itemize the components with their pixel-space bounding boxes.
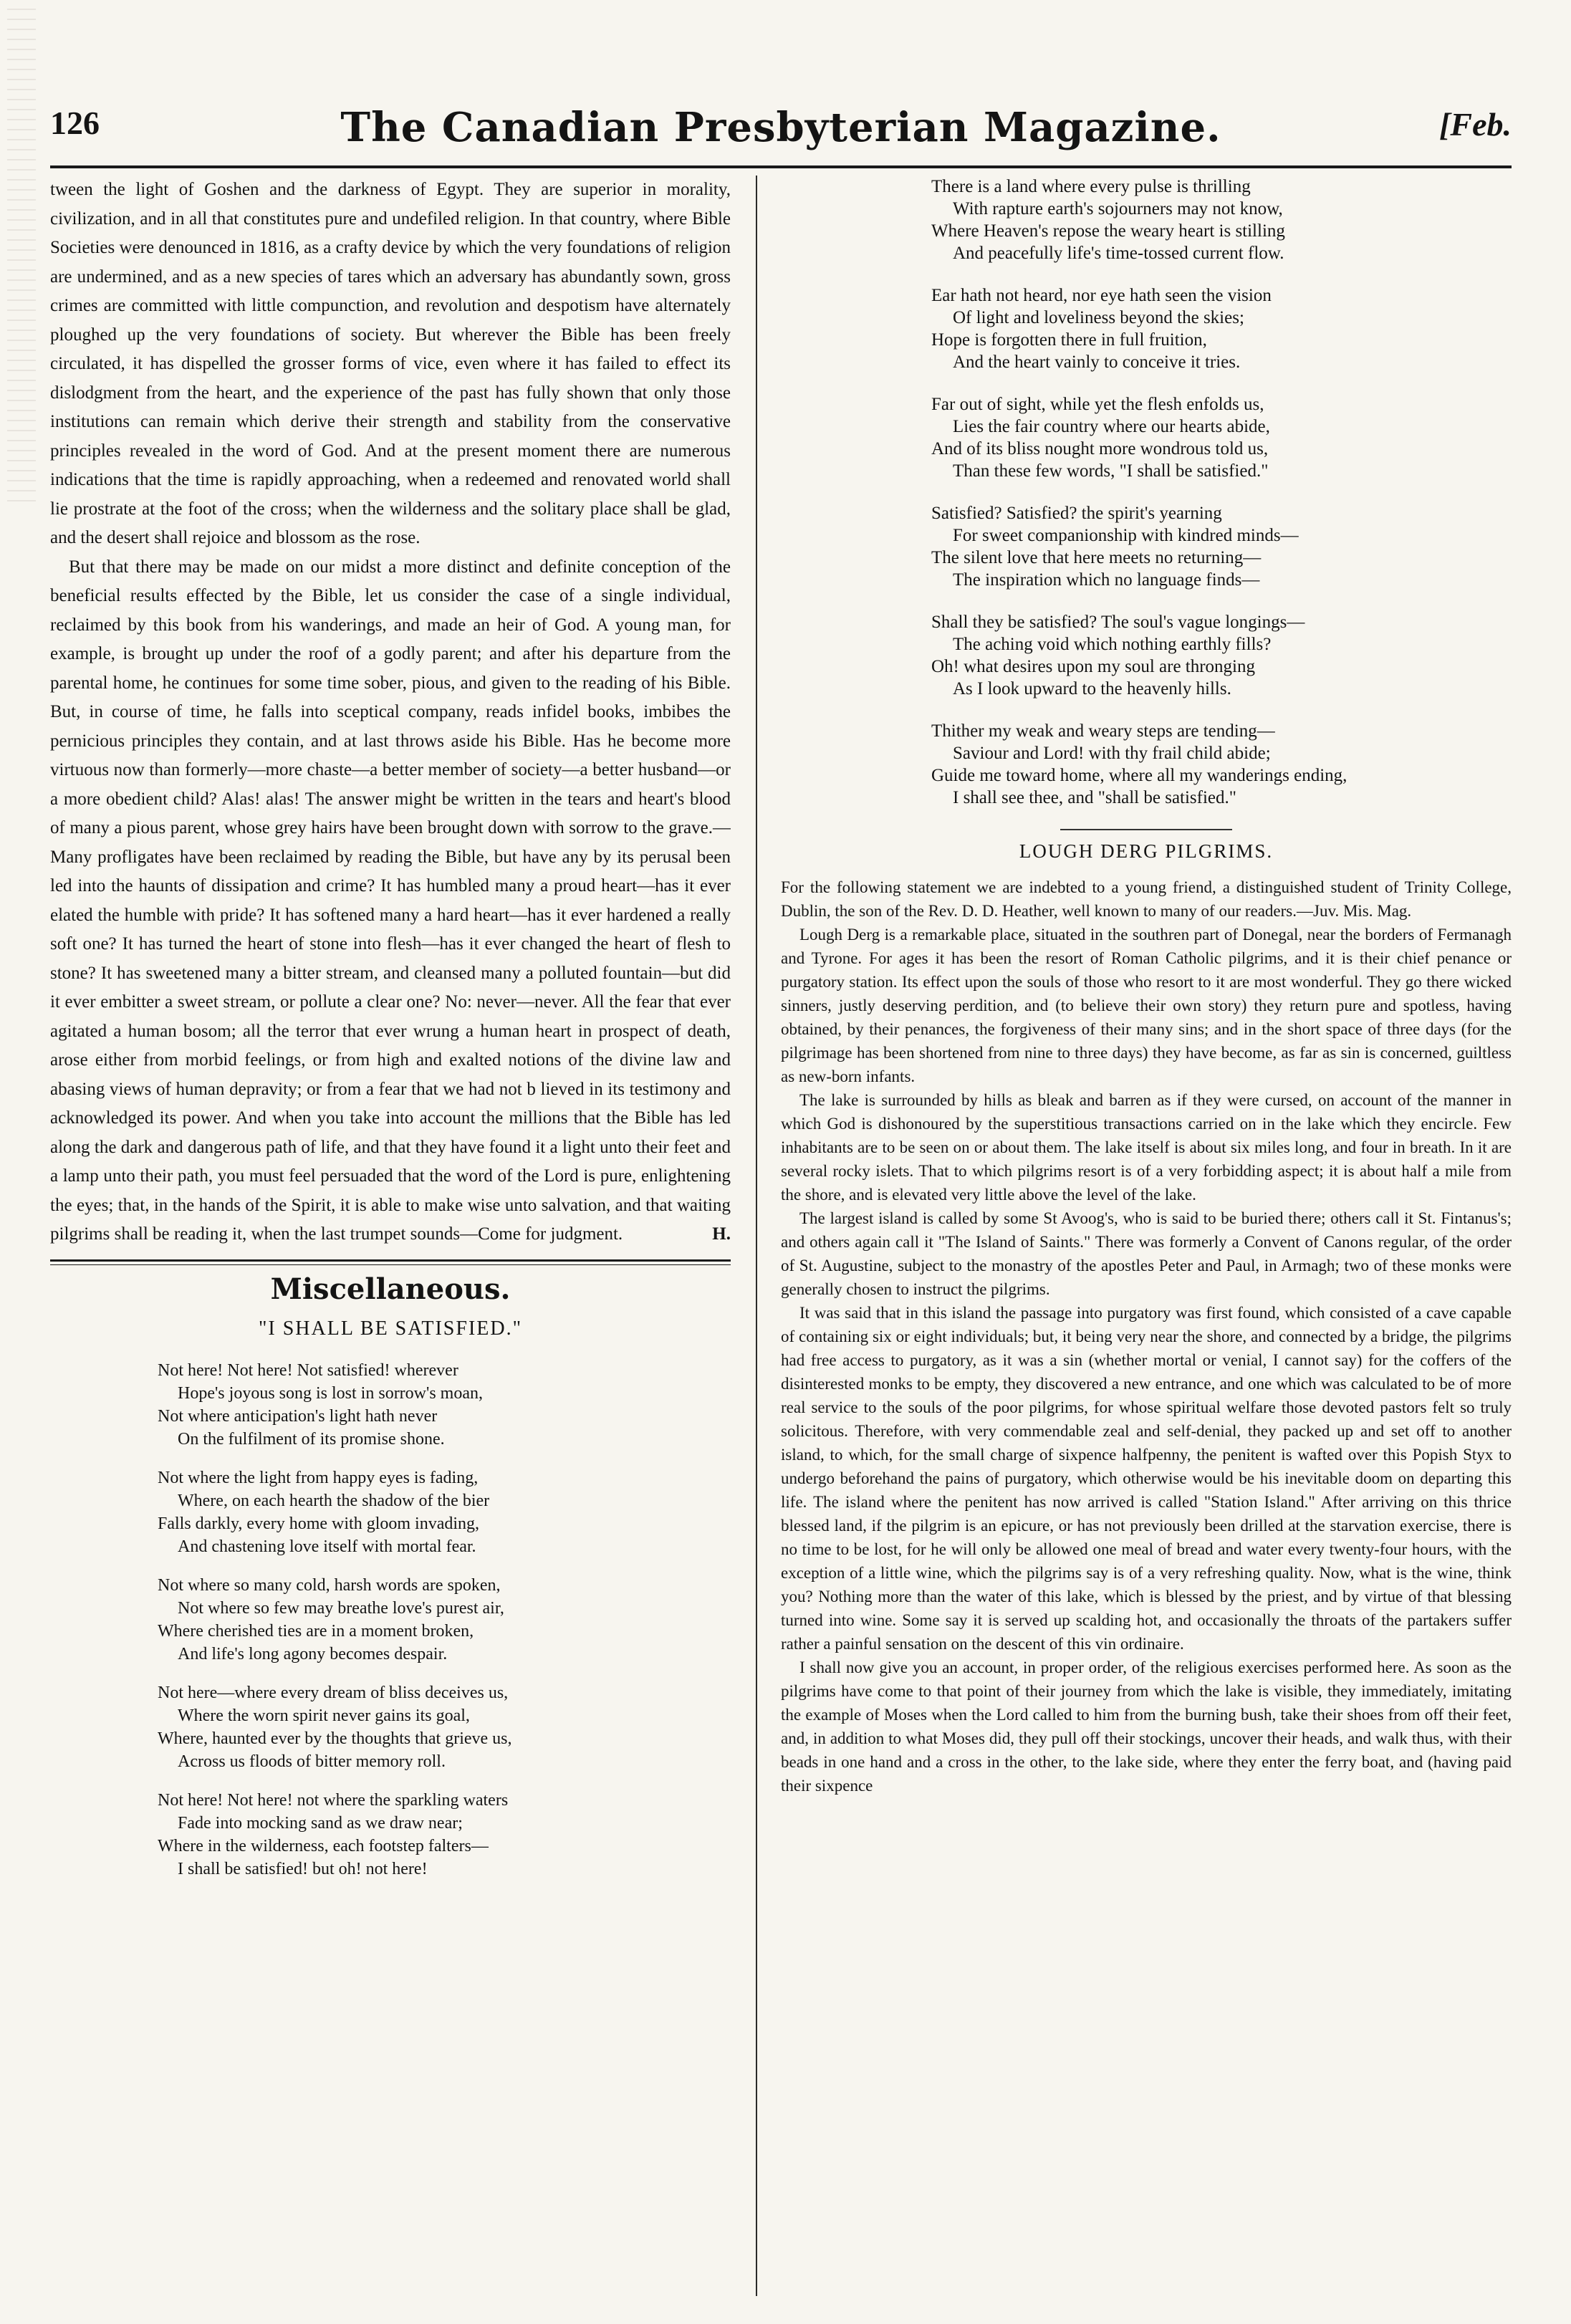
poem-line: Not where so many cold, harsh words are spoken, [158, 1575, 501, 1595]
poem-stanza [931, 393, 1512, 482]
poem-line: Fade into mocking sand as we draw near; [178, 1813, 463, 1833]
poem-line: And peacefully life's time-tossed current flow. [953, 244, 1284, 263]
article-paragraph [50, 553, 731, 1249]
article-paragraph: tween the light of Goshen and the darkness of Egypt. They are superior in morality, civilization, and in all that constitutes pure and undefiled religion. In that country, where Bible Societies were denounced in 1816, as a crafty device by which the very foundations of religion are undermined, and as a new species of tares which an adversary has abundantly sown, gross crimes are committed with little compunction, and revolution and despotism have alternately ploughed up the very foundations of society. But wherever the Bible has been freely circulated, it has dispelled the grosser forms of vice, even where it has failed to effect its dislodgment from the heart, and the experience of the past has fully shown that only those institutions can remain which derive their strength and stability from the conservative principles revealed in the word of God. And at the present moment there are numerous indications that the time is rapidly approaching, when a redeemed and renovated world shall lie prostrate at the foot of the cross; when the wilderness and the solitary place shall be glad, and the desert shall rejoice and blossom as the rose. [50, 180, 731, 547]
poem-line: And the heart vainly to conceive it tries. [953, 352, 1241, 372]
poem-line: Far out of sight, while yet the flesh enfolds us, [931, 395, 1264, 414]
poem-line: And life's long agony becomes despair. [178, 1644, 448, 1663]
poem-line: Ear hath not heard, nor eye hath seen the vision [931, 286, 1272, 305]
poem-stanza [158, 1789, 731, 1881]
poem-line: With rapture earth's sojourners may not know, [953, 199, 1283, 219]
poem-line: Thither my weak and weary steps are tending— [931, 721, 1275, 741]
poem-stanza [158, 1466, 731, 1558]
poem-line: Not where the light from happy eyes is fading, [158, 1468, 479, 1487]
poem-line: Satisfied? Satisfied? the spirit's yearning [931, 504, 1222, 523]
poem-line: Of light and loveliness beyond the skies; [953, 308, 1244, 327]
article-paragraph: The lake is surrounded by hills as bleak and barren as if they were cursed, on account of the manner in which God is dishonoured by the superstitious transactions carried on in the lake which they encircle. Few inhabitants are to be seen on or about them. The lake itself is about six miles long, and four in breath. In it are several rocky islets. That to which pilgrims resort is of a very forbidding aspect; it is about half a mile from the shore, and is elevated very little above the level of the lake. [781, 1091, 1512, 1204]
poem-line: Where Heaven's repose the weary heart is stilling [931, 221, 1285, 241]
poem-line: Shall they be satisfied? The soul's vague longings— [931, 613, 1305, 632]
poem-line: I shall be satisfied! but oh! not here! [178, 1859, 428, 1878]
title-rule [1060, 829, 1232, 830]
poem-line: There is a land where every pulse is thrilling [931, 177, 1251, 196]
poem-line: Oh! what desires upon my soul are thronging [931, 657, 1256, 676]
page-header [50, 104, 1512, 161]
poem-line: Where the worn spirit never gains its goal, [178, 1706, 470, 1725]
page-number: 126 [50, 105, 100, 141]
column-divider [756, 176, 757, 2296]
poem-line: Saviour and Lord! with thy frail child abide; [953, 744, 1271, 763]
poem-line: Not where anticipation's light hath never [158, 1406, 438, 1426]
article-paragraph: For the following statement we are indebted to a young friend, a distinguished student of Trinity College, Dublin, the son of the Rev. D. D. Heather, well known to many of our readers.—Juv. Mis. Mag. [781, 878, 1512, 920]
poem-stanza [158, 1681, 731, 1773]
poem-stanza [931, 284, 1512, 373]
right-column [781, 176, 1512, 2296]
article-paragraph: Lough Derg is a remarkable place, situated in the southren part of Donegal, near the borders of Fermanagh and Tyrone. For ages it has been the resort of Roman Catholic pilgrims, and it is their chief penance or purgatory station. Its effect upon the souls of those who resort to it are most wonderful. They go there wicked sinners, justly deserving perdition, and (to believe their own story) they return pure and spotless, having obtained, by their penances, the forgiveness of their many sins; and in the short space of three days (for the pilgrimage has been shortened from nine to three days) they have become, as far as sin is concerned, guiltless as new-born infants. [781, 926, 1512, 1085]
poem-line: Not here! Not here! Not satisfied! wherever [158, 1360, 458, 1380]
author-signature: H. [712, 1224, 731, 1244]
poem-stanza [158, 1359, 731, 1451]
poem-line: Not here! Not here! not where the sparkling waters [158, 1790, 509, 1810]
poem-line: Not where so few may breathe love's purest air, [178, 1598, 504, 1618]
poem-title: "I SHALL BE SATISFIED." [258, 1317, 523, 1340]
poem-stanza [931, 502, 1512, 591]
poem-line: Hope is forgotten there in full fruition, [931, 330, 1207, 350]
poem-stanza [158, 1574, 731, 1666]
poem-line: On the fulfilment of its promise shone. [178, 1429, 445, 1449]
issue-month: [Feb. [1439, 106, 1512, 143]
magazine-title: The Canadian Presbyterian Magazine. [340, 104, 1221, 151]
poem-stanza [931, 176, 1512, 264]
article-paragraph-text: But that there may be made on our midst a more distinct and definite conception of the beneficial results effected by the Bible, let us consider the case of a single individual, reclaimed by this book from his wanderings, and made an heir of God. A young man, for example, is brought up under the roof of a godly parent; and after his departure from the parental home, he continues for some time sober, pious, and given to the reading of his Bible. But, in course of time, he falls into sceptical company, reads infidel books, imbibes the pernicious principles they contain, and at last throws aside his Bible. Has he become more virtuous now than formerly—more chaste—a better member of society—a better husband—or a more obedient child? Alas! alas! The answer might be written in the tears and heart's blood of many a pious parent, whose grey hairs have been brought down with sorrow to the grave.—Many profligates have been reclaimed by reading the Bible, but have any by its perusal been led into the haunts of dissipation and crime? It has humbled many a proud heart—has it ever elated the humble with pride? It has softened many a hard heart—has it ever hardened a really soft one? It has turned the heart of stone into flesh—has it ever changed the heart of flesh to stone? It has sweetened many a bitter stream, and cleansed many a polluted fountain—but did it ever embitter a sweet stream, or pollute a clear one? No: never—never. All the fear that ever agitated a human bosom; all the terror that ever wrung a human heart in prospect of death, arose either from morbid feelings, or from high and exalted notions of the divine law and abasing views of human depravity; or from a fear that we had not b lieved in its testimony and acknowledged its power. And when you take into account the millions that the Bible has led along the dark and dangerous path of life, and that they have found it a light unto their feet and a lamp unto their path, you must feel persuaded that the word of the Lord is pure, enlightening the eyes; that, in the hands of the Spirit, it is able to make wise unto salvation, and that waiting pilgrims shall be reading it, when the last trumpet sounds—Come for judgment. [50, 557, 731, 1244]
poem-stanza [931, 720, 1512, 809]
poem-line: Where, on each hearth the shadow of the bier [178, 1491, 490, 1510]
poem-stanza [931, 611, 1512, 700]
poem-line: I shall see thee, and "shall be satisfied." [953, 788, 1236, 807]
poem-line: Not here—where every dream of bliss deceives us, [158, 1683, 509, 1702]
poem-line: The silent love that here meets no returning— [931, 548, 1262, 567]
poem-line: Than these few words, "I shall be satisfied." [953, 461, 1269, 481]
poem-line: Lies the fair country where our hearts abide, [953, 417, 1270, 436]
poem-line: Where in the wilderness, each footstep falters— [158, 1836, 489, 1855]
poem-line: Across us floods of bitter memory roll. [178, 1752, 446, 1771]
poem-line: Hope's joyous song is lost in sorrow's moan, [178, 1383, 483, 1403]
poem-line: The inspiration which no language finds— [953, 570, 1260, 590]
poem-line: And of its bliss nought more wondrous told us, [931, 439, 1269, 458]
section-divider [50, 1259, 731, 1265]
poem-line: Where cherished ties are in a moment broken, [158, 1621, 474, 1641]
margin-smudge [7, 0, 36, 501]
article-paragraph: The largest island is called by some St Avoog's, who is said to be buried there; others call it St. Fintanus's; and others again call it "The Island of Saints." There was formerly a Convent of Canons regular, of the order of St. Augustine, subject to the monastry of the apostles Peter and Paul, in Armagh; two of these monks were generally chosen to instruct the pilgrims. [781, 1209, 1512, 1298]
header-rule [50, 165, 1512, 168]
article-title: LOUGH DERG PILGRIMS. [1019, 840, 1274, 862]
poem-line: Where, haunted ever by the thoughts that grieve us, [158, 1729, 512, 1748]
poem-line: Guide me toward home, where all my wanderings ending, [931, 766, 1347, 785]
article-paragraph: It was said that in this island the passage into purgatory was first found, which consisted of a cave capable of containing six or eight individuals; but, it being very near the shore, and connected by a bridge, the pilgrims had free access to purgatory, as it was a sin (whether mortal or venial, I cannot say) for the coffers of the disinterested monks to be empty, they discovered a new entrance, and one which was calculated to be of more real service to the souls of the poor pilgrims, for whose spiritual welfare those devoted pastors felt so truly solicitous. Therefore, with very commendable zeal and self-denial, they packed up and set off to another island, to which, for the small charge of sixpence halfpenny, the penitent is wafted over this Popish Styx to undergo beforehand the pains of purgatory, which otherwise would be his inevitable doom on departing this life. The island where the penitent has now arrived is called "Station Island." After arriving on this thrice blessed land, if the pilgrim is an epicure, or has not previously been drilled at the starvation exercise, there is no time to be lost, for he will only be allowed one meal of bread and water every twenty-four hours, with the exception of a little wine, which the pilgrims say is of a very refreshing quality. Now, what is the wine, think you? Nothing more than the water of this lake, which is blessed by the priest, and by virtue of that blessing turned into wine. Some say it is served up scalding hot, and occasionally the throats of the partakers suffer rather a painful sensation on the descent of this vin ordinaire. [781, 1304, 1512, 1653]
poem-line: As I look upward to the heavenly hills. [953, 679, 1231, 698]
left-column [50, 176, 731, 2296]
poem-line: For sweet companionship with kindred minds— [953, 526, 1299, 545]
magazine-page [50, 104, 1512, 2296]
poem-line: Falls darkly, every home with gloom invading, [158, 1514, 480, 1533]
section-heading: Miscellaneous. [270, 1272, 511, 1306]
poem-line: And chastening love itself with mortal fear. [178, 1537, 476, 1556]
poem-line: The aching void which nothing earthly fills? [953, 635, 1272, 654]
article-paragraph: I shall now give you an account, in proper order, of the religious exercises performed here. As soon as the pilgrims have come to that point of their journey from which the lake is visible, they immediately, imitating the example of Moses when the Lord called to him from the burning bush, take their shoes from off their feet, and, in addition to what Moses did, they pull off their stockings, uncover their heads, and walk thus, with their beads in one hand and a cross in the other, to the lake side, where they enter the ferry boat, and (having paid their sixpence [781, 1658, 1512, 1795]
